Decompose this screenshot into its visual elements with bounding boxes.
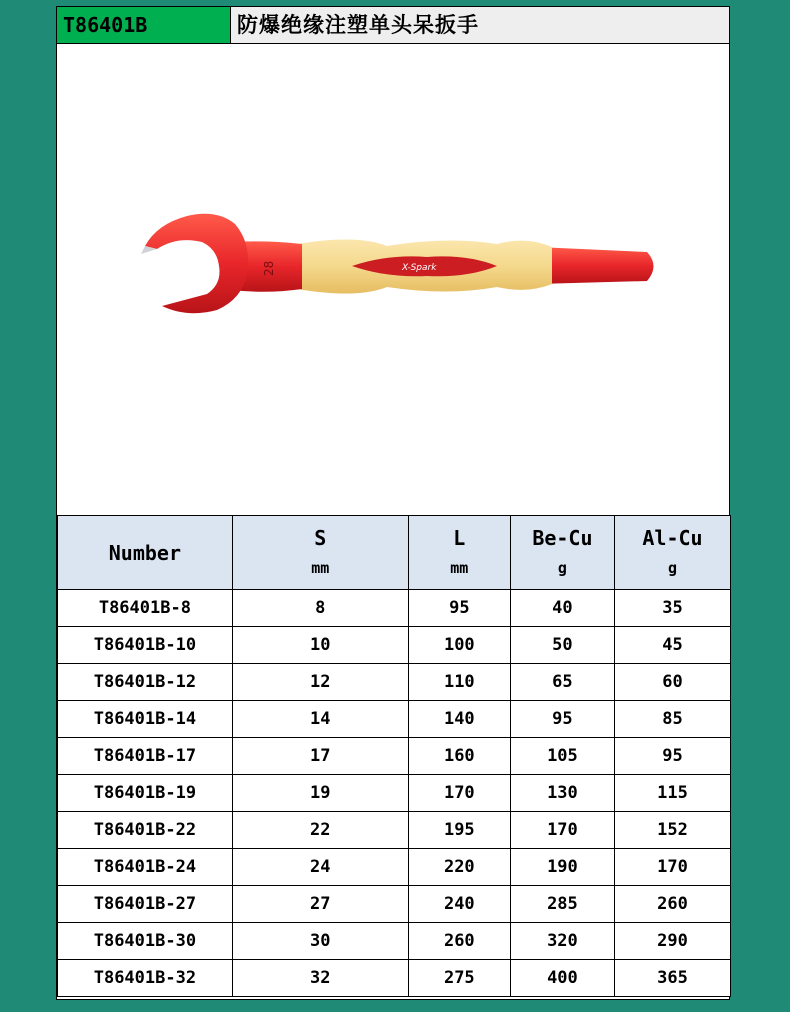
table-row	[58, 738, 731, 775]
cell-value: 14	[232, 701, 408, 738]
handle-tail	[537, 247, 654, 284]
cell-value: 130	[510, 775, 614, 812]
cell-value: 100	[408, 627, 510, 664]
table-row	[58, 923, 731, 960]
cell-value: 285	[510, 886, 614, 923]
cell-value: 45	[614, 627, 730, 664]
table-row	[58, 701, 731, 738]
cell-value: 95	[408, 590, 510, 627]
cell-value: 260	[614, 886, 730, 923]
cell-value: 190	[510, 849, 614, 886]
table-row	[58, 627, 731, 664]
cell-value: 32	[232, 960, 408, 997]
cell-value: 8	[232, 590, 408, 627]
cell-number: T86401B-27	[58, 886, 233, 923]
table-row	[58, 849, 731, 886]
cell-value: 50	[510, 627, 614, 664]
cell-value: 110	[408, 664, 510, 701]
cell-value: 400	[510, 960, 614, 997]
cell-value: 35	[614, 590, 730, 627]
cell-value: 85	[614, 701, 730, 738]
product-photo	[57, 44, 729, 514]
cell-number: T86401B-19	[58, 775, 233, 812]
cell-number: T86401B-12	[58, 664, 233, 701]
cell-number: T86401B-32	[58, 960, 233, 997]
cell-value: 170	[614, 849, 730, 886]
cell-value: 160	[408, 738, 510, 775]
cell-number: T86401B-17	[58, 738, 233, 775]
cell-value: 365	[614, 960, 730, 997]
cell-value: 320	[510, 923, 614, 960]
cell-value: 275	[408, 960, 510, 997]
header-al-cu: Al-Cu g	[614, 516, 730, 590]
cell-value: 240	[408, 886, 510, 923]
cell-value: 60	[614, 664, 730, 701]
cell-value: 19	[232, 775, 408, 812]
cell-number: T86401B-30	[58, 923, 233, 960]
cell-value: 17	[232, 738, 408, 775]
cell-number: T86401B-8	[58, 590, 233, 627]
cell-value: 24	[232, 849, 408, 886]
cell-value: 170	[408, 775, 510, 812]
cell-value: 195	[408, 812, 510, 849]
cell-value: 115	[614, 775, 730, 812]
cell-value: 152	[614, 812, 730, 849]
cell-value: 105	[510, 738, 614, 775]
table-row	[58, 590, 731, 627]
wrench-illustration	[57, 44, 729, 514]
header-s: S mm	[232, 516, 408, 590]
table-row	[58, 886, 731, 923]
cell-value: 65	[510, 664, 614, 701]
cell-value: 12	[232, 664, 408, 701]
table-row	[58, 812, 731, 849]
size-marking: 28	[262, 260, 276, 276]
cell-value: 27	[232, 886, 408, 923]
product-code: T86401B	[57, 7, 231, 43]
cell-value: 30	[232, 923, 408, 960]
header-l: L mm	[408, 516, 510, 590]
cell-value: 170	[510, 812, 614, 849]
cell-number: T86401B-22	[58, 812, 233, 849]
wrench-head	[145, 214, 248, 313]
cell-value: 140	[408, 701, 510, 738]
product-sheet	[56, 6, 730, 1000]
header-be-cu: Be-Cu g	[510, 516, 614, 590]
table-header-row	[58, 516, 731, 590]
cell-value: 40	[510, 590, 614, 627]
title-bar	[57, 7, 729, 44]
cell-value: 220	[408, 849, 510, 886]
cell-value: 22	[232, 812, 408, 849]
table-row	[58, 664, 731, 701]
spec-table	[57, 515, 731, 997]
cell-number: T86401B-14	[58, 701, 233, 738]
cell-value: 95	[614, 738, 730, 775]
cell-value: 260	[408, 923, 510, 960]
table-row	[58, 960, 731, 997]
header-number: Number	[58, 516, 233, 590]
table-row	[58, 775, 731, 812]
cell-number: T86401B-10	[58, 627, 233, 664]
cell-value: 290	[614, 923, 730, 960]
product-name: 防爆绝缘注塑单头呆扳手	[231, 7, 729, 43]
cell-number: T86401B-24	[58, 849, 233, 886]
logo-text: X-Spark	[402, 263, 437, 273]
cell-value: 10	[232, 627, 408, 664]
cell-value: 95	[510, 701, 614, 738]
